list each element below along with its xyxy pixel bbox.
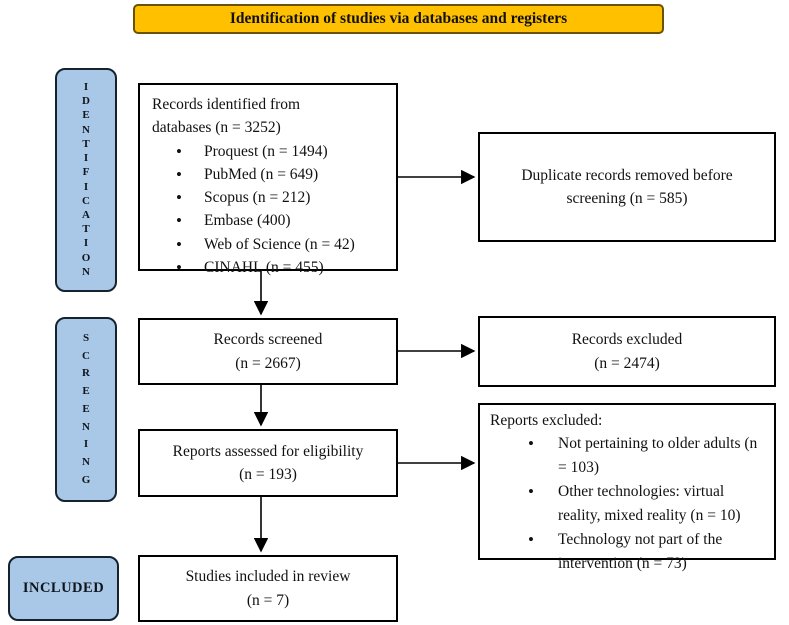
stage-identification — [55, 68, 117, 292]
reports-assessed-count: (n = 193) — [239, 466, 297, 483]
studies-included-label: Studies included in review — [185, 568, 351, 586]
records-excluded-count: (n = 2474) — [594, 354, 660, 372]
stage-screening-label: S C R E E N I N G — [81, 331, 91, 486]
stage-identification-label: I D E N T I F I C A T I O N — [81, 81, 91, 278]
box-records-excluded — [478, 316, 776, 387]
box-reports-assessed — [138, 429, 398, 497]
duplicates-removed-text — [500, 164, 755, 211]
bullet-item: • Proquest (n = 1494) — [152, 140, 388, 163]
duplicates-removed-line1: Duplicate records removed before — [521, 166, 733, 184]
stage-included — [8, 556, 119, 621]
bullet-item: • Not pertaining to older adults (n = 103) — [490, 432, 768, 480]
records-screened-count: (n = 2667) — [235, 354, 301, 372]
bullet-item: • Technology not part of the intervention (n = 73) — [490, 528, 768, 576]
bullet-item: • Web of Science (n = 42) — [152, 233, 388, 256]
records-identified-heading-line1: Records identified from — [152, 96, 301, 113]
bullet-item: • Embase (400) — [152, 209, 388, 232]
box-studies-included — [138, 555, 398, 622]
box-reports-excluded — [478, 403, 776, 573]
bullet-item: • Other technologies: virtual reality, mixed reality (n = 10) — [490, 480, 768, 528]
bullet-item: • Scopus (n = 212) — [152, 186, 388, 209]
bullet-item: • PubMed (n = 649) — [152, 163, 388, 186]
reports-assessed-label: Reports assessed for eligibility — [172, 442, 364, 460]
records-identified-database-list — [152, 140, 388, 280]
stage-screening — [55, 317, 117, 502]
title-banner-label: Identification of studies via databases and registers — [229, 10, 568, 27]
box-records-screened — [138, 318, 398, 385]
box-records-identified — [138, 83, 398, 276]
records-excluded-label: Records excluded — [571, 331, 683, 349]
stage-included-label: INCLUDED — [22, 580, 105, 596]
reports-excluded-heading: Reports excluded: — [490, 412, 603, 429]
title-banner — [133, 4, 664, 34]
box-duplicates-removed — [478, 132, 776, 242]
records-identified-heading-line2: databases (n = 3252) — [152, 119, 281, 137]
studies-included-count: (n = 7) — [246, 591, 290, 609]
bullet-item: • CINAHL (n = 455) — [152, 256, 388, 279]
duplicates-removed-line2: screening (n = 585) — [566, 190, 688, 207]
reports-excluded-reason-list — [490, 432, 768, 576]
records-screened-label: Records screened — [213, 331, 323, 349]
